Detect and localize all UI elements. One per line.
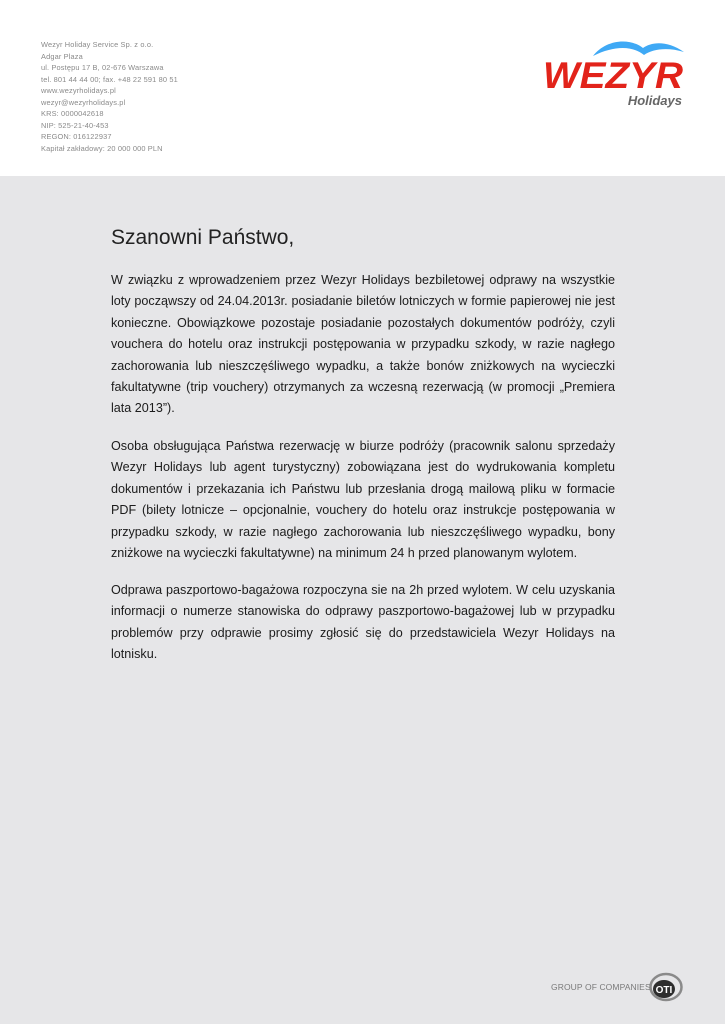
letter-paragraph-3: Odprawa paszportowo-bagażowa rozpoczyna sie na 2h przed wylotem. W celu uzyskania informacji o numerze stanowiska do odprawy paszportowo-bagażowej lub w przypadku problemów przy odprawie prosimy zgłosić się do przedstawiciela Wezyr Holidays na lotnisku. xyxy=(111,583,615,662)
oti-logo-text: OTI xyxy=(655,985,673,996)
company-email: wezyr@wezyrholidays.pl xyxy=(41,97,126,107)
wezyr-holidays-logo xyxy=(543,38,688,110)
logo-sub-text: Holidays xyxy=(627,93,682,108)
company-name: Wezyr Holiday Service Sp. z o.o. xyxy=(41,40,154,49)
company-building: Adgar Plaza xyxy=(41,51,83,61)
company-krs: KRS: 0000042618 xyxy=(41,109,104,118)
group-of-companies-text: GROUP OF COMPANIES xyxy=(551,982,651,992)
letterhead xyxy=(0,0,725,176)
company-website: www.wezyrholidays.pl xyxy=(41,86,116,95)
logo-wave-icon xyxy=(593,41,684,56)
company-capital: Kapitał zakładowy: 20 000 000 PLN xyxy=(41,143,163,153)
letter-paragraph-1: W związku z wprowadzeniem przez Wezyr Holidays bezbiletowej odprawy na wszystkie loty począwszy od 24.04.2013r. posiadanie biletów lotniczych w formie papierowej nie jest konieczne. Obowiązkowe pozostaje posiadanie pozostałych dokumentów podróży, czyli vouchera do hotelu oraz instrukcji postępowania w przypadku szkody, w razie nagłego zachorowania lub nieszczęśliwego wypadku, a także bonów zniżkowych na wycieczki fakultatywne (trip vouchery) otrzymanych za wczesną rezerwacją (w promocji „Premiera lata 2013”). xyxy=(111,273,615,416)
letter-paragraph-2: Osoba obsługująca Państwa rezerwację w biurze podróży (pracownik salonu sprzedaży Wezyr Holidays lub agent turystyczny) zobowiązana jest do wydrukowania kompletu dokumentów i przekazania ich Państwu lub przesłania drogą mailową pliku w formacie PDF (bilety lotnicze – opcjonalnie, vouchery do hotelu oraz instrukcje postępowania w przypadku szkody, w razie nagłego zachorowania lub nieszczęśliwego wypadku, bony zniżkowe na wycieczki fakultatywne) na minimum 24 h przed planowanym wylotem. xyxy=(111,439,615,561)
company-phone: tel. 801 44 44 00; fax. +48 22 591 80 51 xyxy=(41,74,178,84)
company-nip: NIP: 525-21-40-453 xyxy=(41,120,109,130)
company-address: ul. Postępu 17 B, 02-676 Warszawa xyxy=(41,63,164,72)
company-info xyxy=(41,39,178,154)
letter-greeting: Szanowni Państwo, xyxy=(111,226,295,249)
oti-logo xyxy=(649,972,683,1002)
logo-brand-text: WEZYR xyxy=(543,55,684,96)
company-regon: REGON: 016122937 xyxy=(41,132,112,141)
